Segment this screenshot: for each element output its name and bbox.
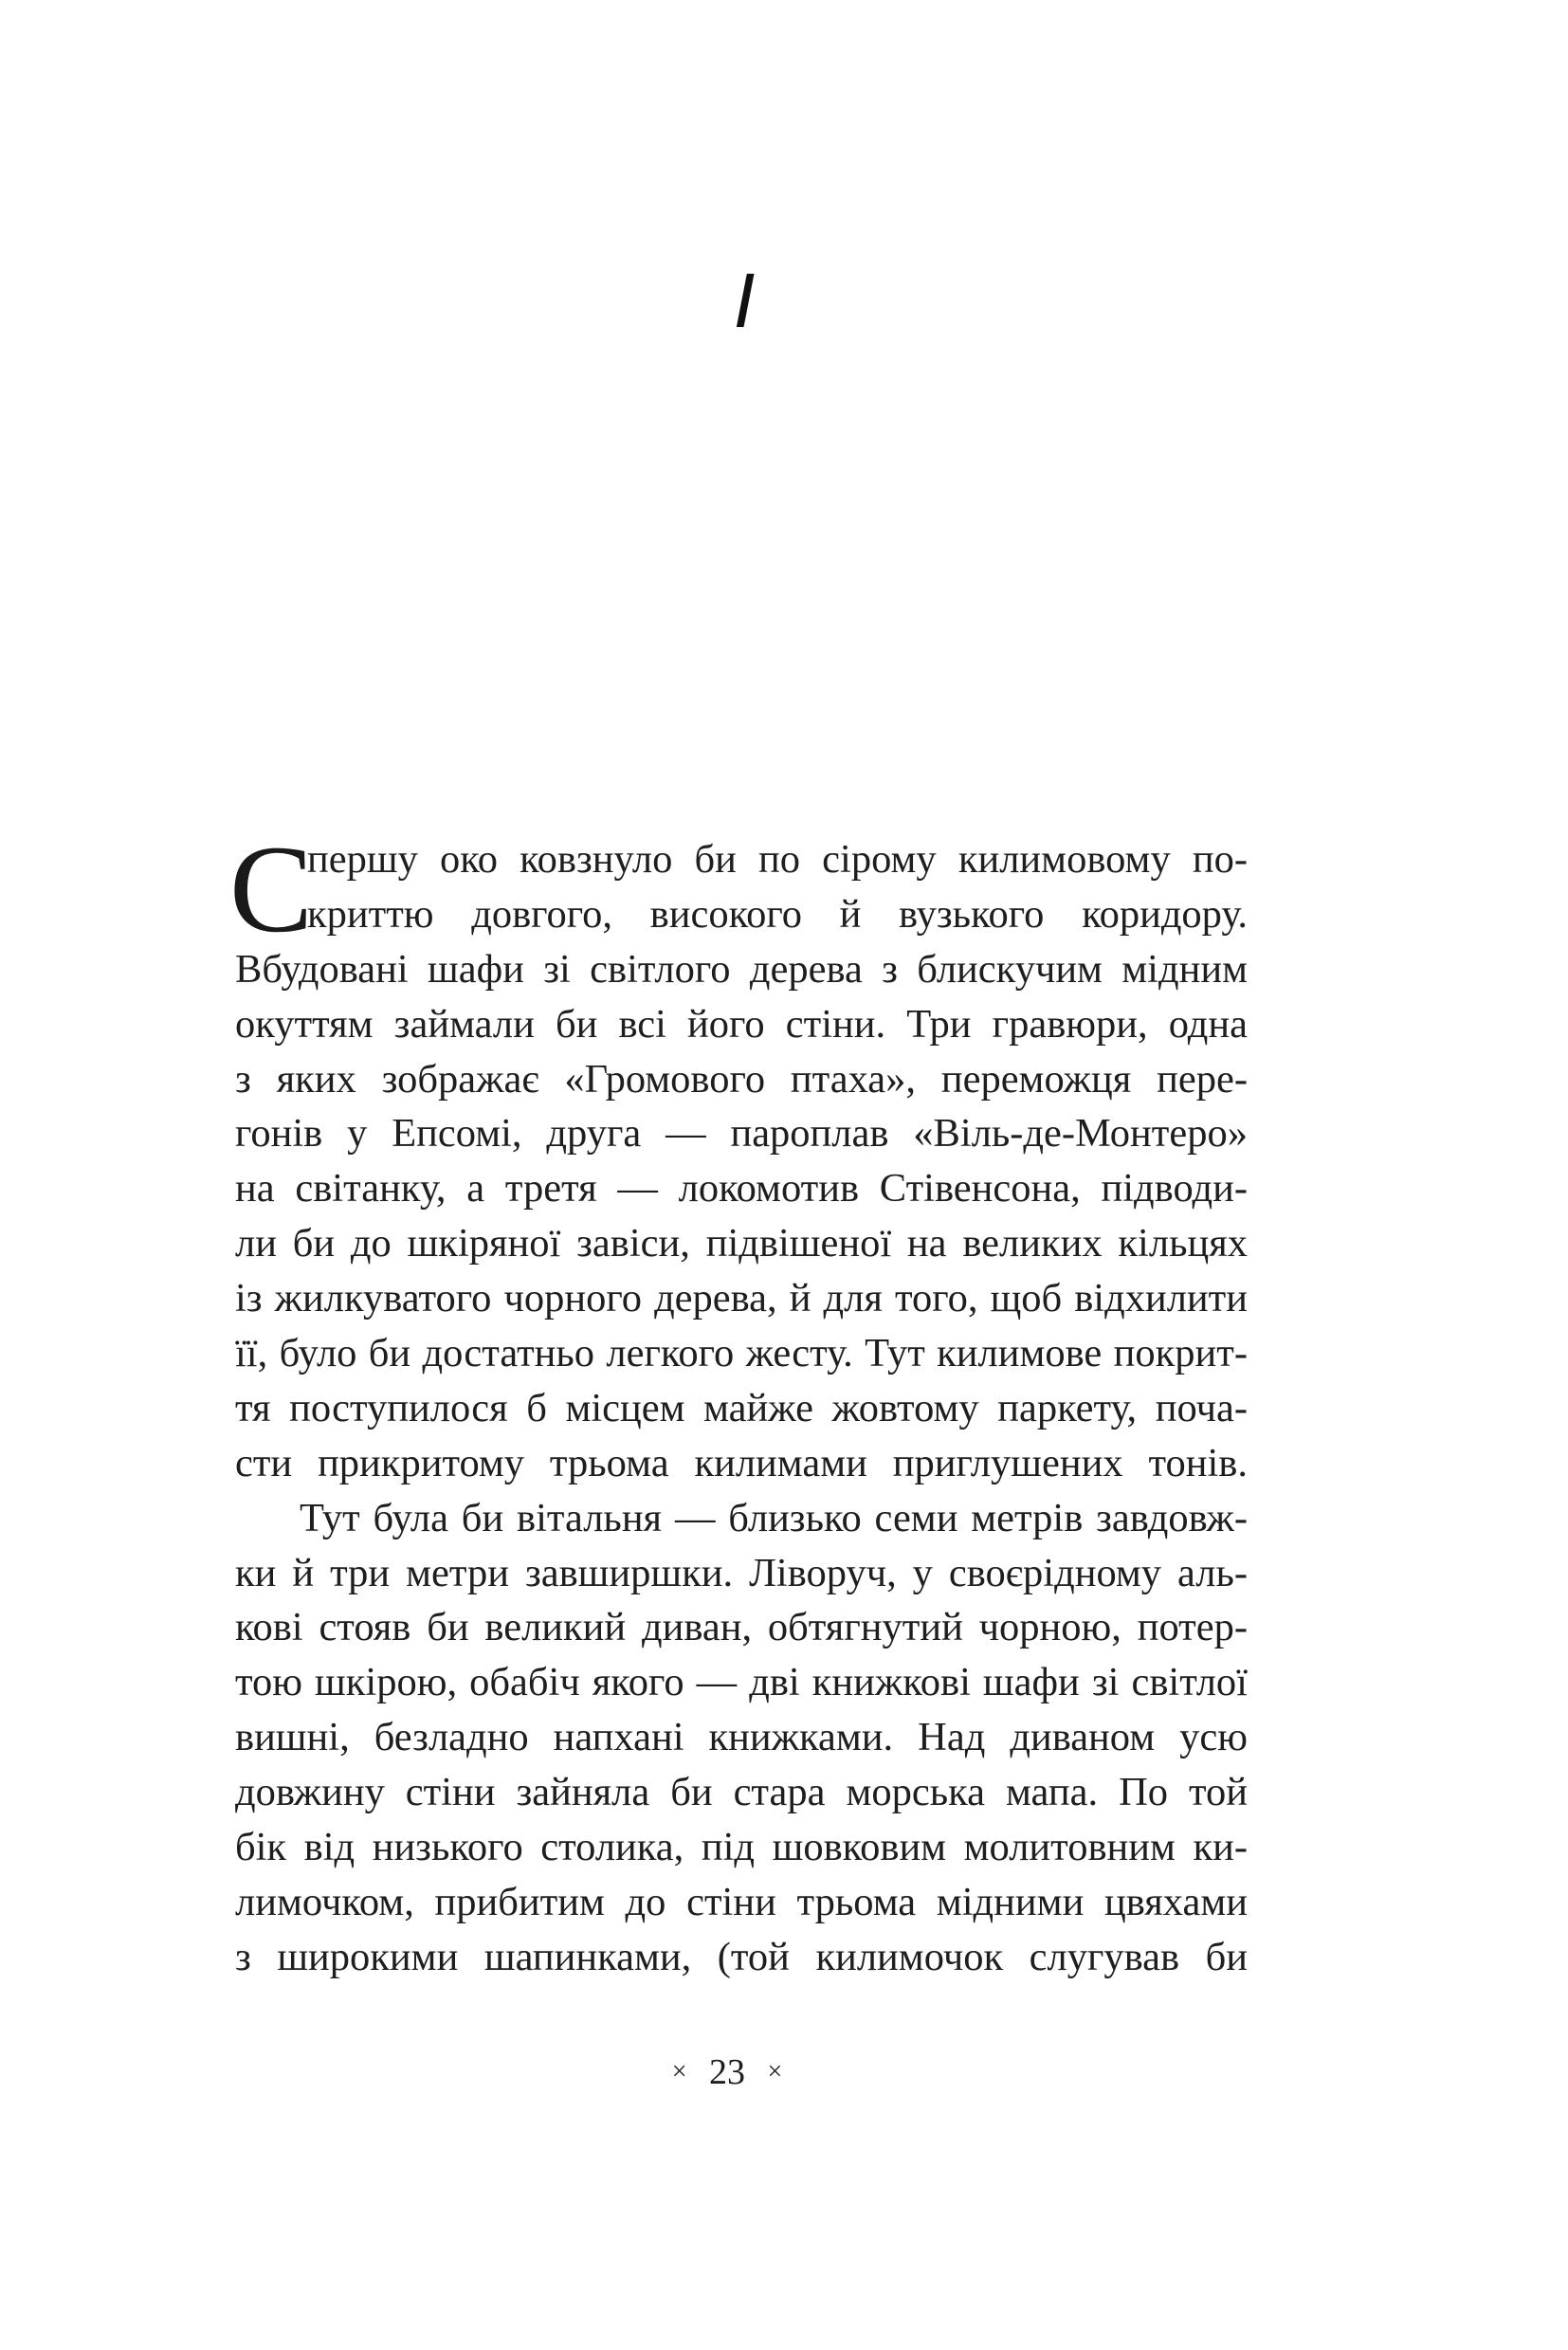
- text-line: сти прикритому трьома килимами приглушених тонів.: [235, 1440, 1248, 1485]
- text-line: її, було би достатньо легкого жесту. Тут килимове покрит-: [235, 1331, 1248, 1376]
- text-line: з широкими шапинками, (той килимочок слугував би: [235, 1934, 1248, 1979]
- text-line: кові стояв би великий диван, обтягнутий чорною, потер-: [235, 1605, 1248, 1650]
- paragraph-1: [229, 819, 1248, 1491]
- text-line: вишні, безладно напхані книжками. Над диваном усю: [235, 1715, 1248, 1760]
- page-number: 23: [709, 2052, 745, 2093]
- text-line: першу око ковзнуло би по сірому килимовому по-: [307, 837, 1248, 882]
- footer-ornament-right: ×: [767, 2057, 783, 2087]
- text-line: гонів у Епсомі, друга — пароплав «Віль-де-Монтеро»: [235, 1111, 1248, 1157]
- text-line: довжину стіни зайняла би стара морська мапа. По той: [235, 1770, 1248, 1815]
- text-line: Тут була би вітальня — близько семи метрів завдовж-: [300, 1495, 1248, 1540]
- text-line: окуттям займали би всі його стіни. Три гравюри, одна: [235, 1001, 1248, 1047]
- drop-cap: С: [229, 819, 314, 958]
- chapter-number: I: [733, 258, 756, 344]
- text-line: на світанку, а третя — локомотив Стівенсона, підводи-: [235, 1166, 1248, 1211]
- text-line: з яких зображає «Громового птаха», переможця пере-: [235, 1056, 1248, 1102]
- text-line: бік від низького столика, під шовковим молитовним ки-: [235, 1825, 1248, 1870]
- body-text: [229, 819, 1248, 1985]
- text-line: тою шкірою, обабіч якого — дві книжкові шафи зі світлої: [235, 1660, 1248, 1705]
- text-line: лимочком, прибитим до стіни трьома мідними цвяхами: [235, 1879, 1248, 1924]
- text-line: із жилкуватого чорного дерева, й для того, щоб відхилити: [235, 1276, 1248, 1321]
- text-line: Вбудовані шафи зі світлого дерева з блискучим мідним: [235, 946, 1248, 992]
- text-line: ки й три метри завширшки. Ліворуч, у своєрідному аль-: [235, 1550, 1248, 1595]
- text-line: ли би до шкіряної завіси, підвішеної на великих кільцях: [235, 1221, 1248, 1266]
- page-footer: [0, 2046, 1454, 2096]
- text-line: тя поступилося б місцем майже жовтому паркету, поча-: [235, 1385, 1248, 1430]
- text-line: криттю довгого, високого й вузького коридору.: [307, 891, 1248, 937]
- footer-ornament-left: ×: [671, 2057, 687, 2087]
- paragraph-2: [235, 1491, 1248, 1985]
